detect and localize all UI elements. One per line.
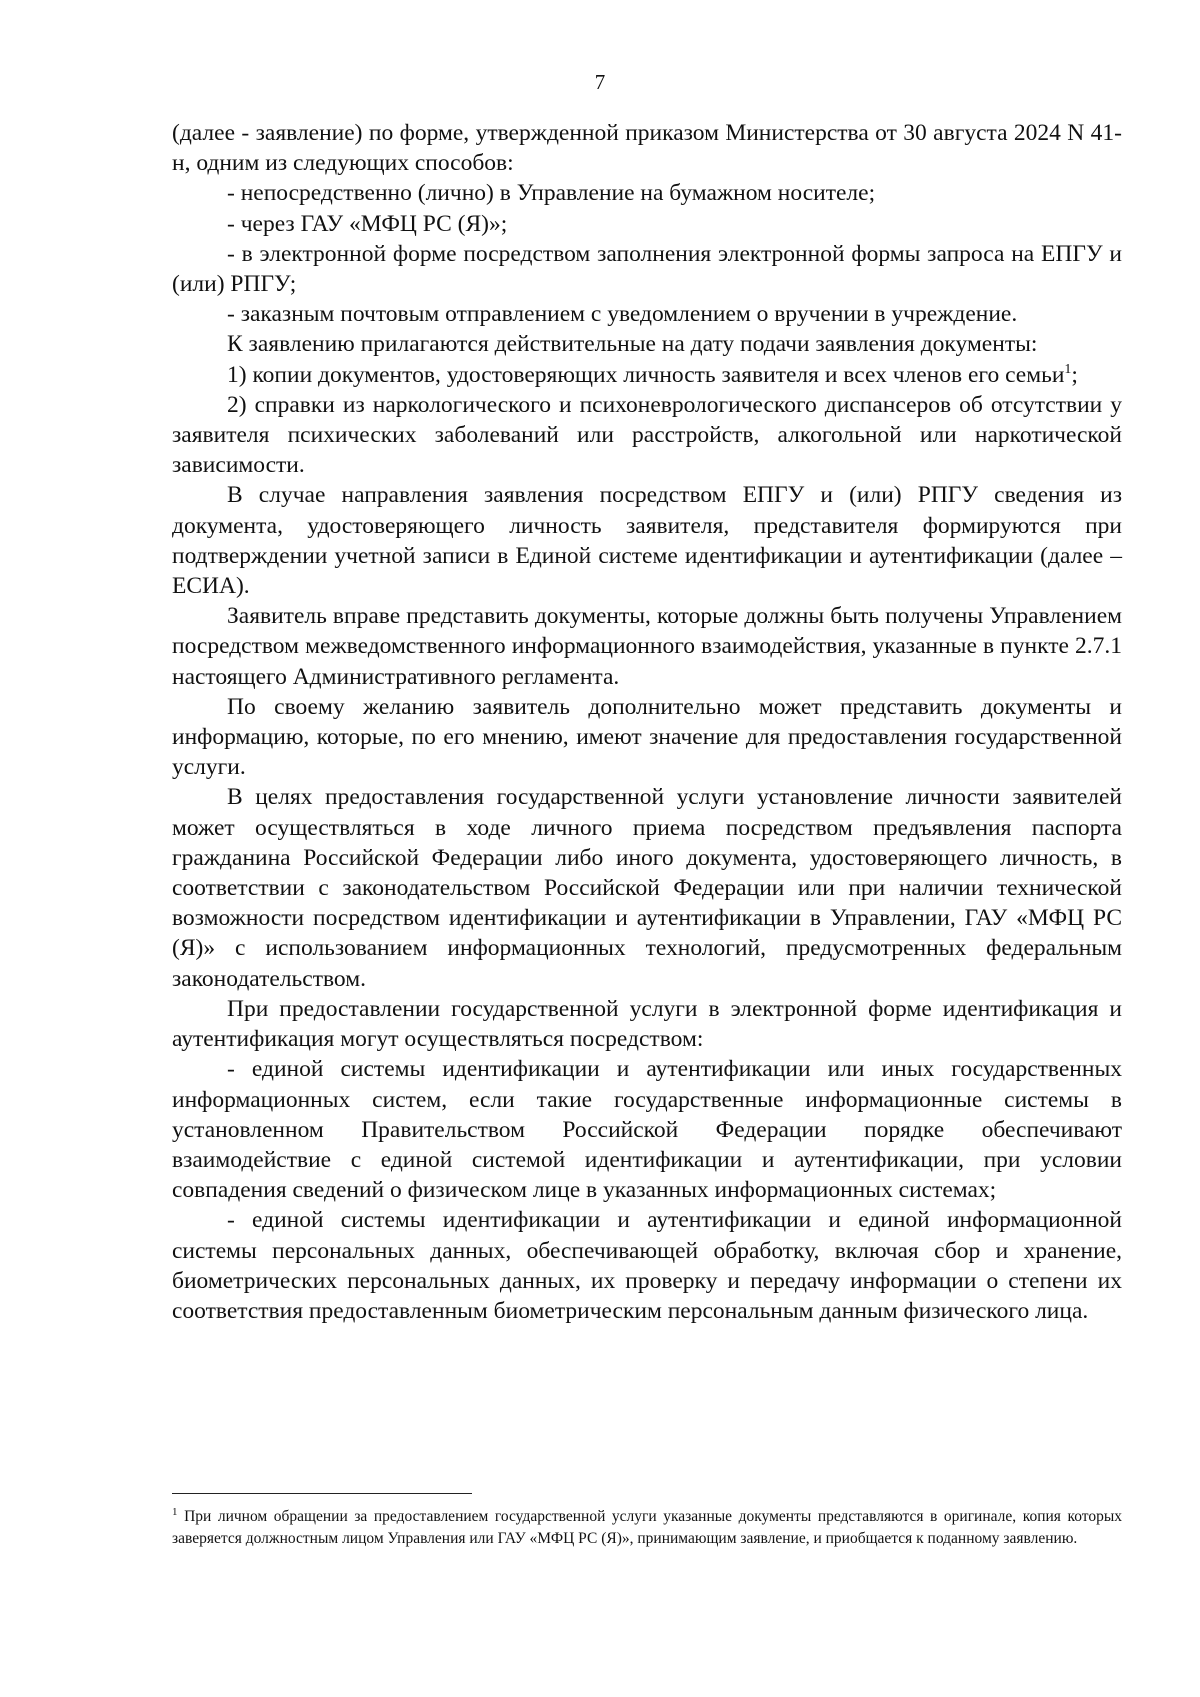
paragraph-text: 1) копии документов, удостоверяющих личность заявителя и всех членов его семьи — [227, 361, 1065, 388]
footnote — [172, 1506, 1122, 1550]
document-body — [172, 118, 1122, 1326]
paragraph-suffix: ; — [1071, 361, 1078, 388]
paragraph: В случае направления заявления посредством ЕПГУ и (или) РПГУ сведения из документа, удостоверяющего личность заявителя, представителя формируются при подтверждении учетной записи в Единой системе идентификации и аутентификации (далее – ЕСИА). — [172, 482, 1122, 600]
paragraph: К заявлению прилагаются действительные на дату подачи заявления документы: — [227, 331, 1038, 358]
paragraph: При предоставлении государственной услуги в электронной форме идентификация и аутентификация могут осуществляться посредством: — [172, 995, 1122, 1053]
paragraph: В целях предоставления государственной услуги установление личности заявителей может осуществляться в ходе личного приема посредством предъявления паспорта гражданина Российской Федерации либо иного документа, удостоверяющего личность, в соответствии с законодательством Российской Федерации или при наличии технической возможности посредством идентификации и аутентификации в Управлении, ГАУ «МФЦ РС (Я)» с использованием информационных технологий, предусмотренных федеральным законодательством. — [172, 784, 1122, 992]
footnote-marker: 1 — [172, 1505, 178, 1518]
paragraph: (далее - заявление) по форме, утвержденной приказом Министерства от 30 августа 2024 N 41-н, одним из следующих способов: — [172, 120, 1122, 177]
paragraph: - через ГАУ «МФЦ РС (Я)»; — [227, 210, 508, 237]
paragraph: - единой системы идентификации и аутентификации и единой информационной системы персональных данных, обеспечивающей обработку, включая сбор и хранение, биометрических персональных данных, их проверку и передачу информации о степени их соответствия предоставленным биометрическим персональным данным физического лица. — [172, 1207, 1122, 1324]
paragraph: - единой системы идентификации и аутентификации или иных государственных информационных систем, если такие государственные информационные системы в установленном Правительством Российской Федерации порядке обеспечивают взаимодействие с единой системой идентификации и аутентификации, при условии совпадения сведений о физическом лице в указанных информационных системах; — [172, 1056, 1122, 1204]
paragraph-with-footnote — [172, 360, 1122, 390]
footnote-text: При личном обращении за предоставлением государственной услуги указанные документы представляются в оригинале, копия которых заверяется должностным лицом Управления или ГАУ «МФЦ РС (Я)», принимающим заявление, и приобщается к поданному заявлению. — [172, 1508, 1123, 1547]
paragraph: - в электронной форме посредством заполнения электронной формы запроса на ЕПГУ и (или) РПГУ; — [172, 240, 1122, 298]
paragraph: - непосредственно (лично) в Управление на бумажном носителе; — [227, 180, 876, 207]
paragraph: Заявитель вправе представить документы, которые должны быть получены Управлением посредством межведомственного информационного взаимодействия, указанные в пункте 2.7.1 настоящего Административного регламента. — [172, 603, 1122, 690]
paragraph: - заказным почтовым отправлением с уведомлением о вручении в учреждение. — [227, 301, 1018, 328]
footnote-reference: 1 — [1064, 361, 1072, 377]
page-number: 7 — [594, 70, 606, 94]
footnote-separator — [172, 1493, 472, 1494]
paragraph: 2) справки из наркологического и психоневрологического диспансеров об отсутствии у заявителя психических заболеваний или расстройств, алкогольной или наркотической зависимости. — [172, 391, 1122, 479]
paragraph: По своему желанию заявитель дополнительно может представить документы и информацию, которые, по его мнению, имеют значение для предоставления государственной услуги. — [172, 693, 1122, 781]
